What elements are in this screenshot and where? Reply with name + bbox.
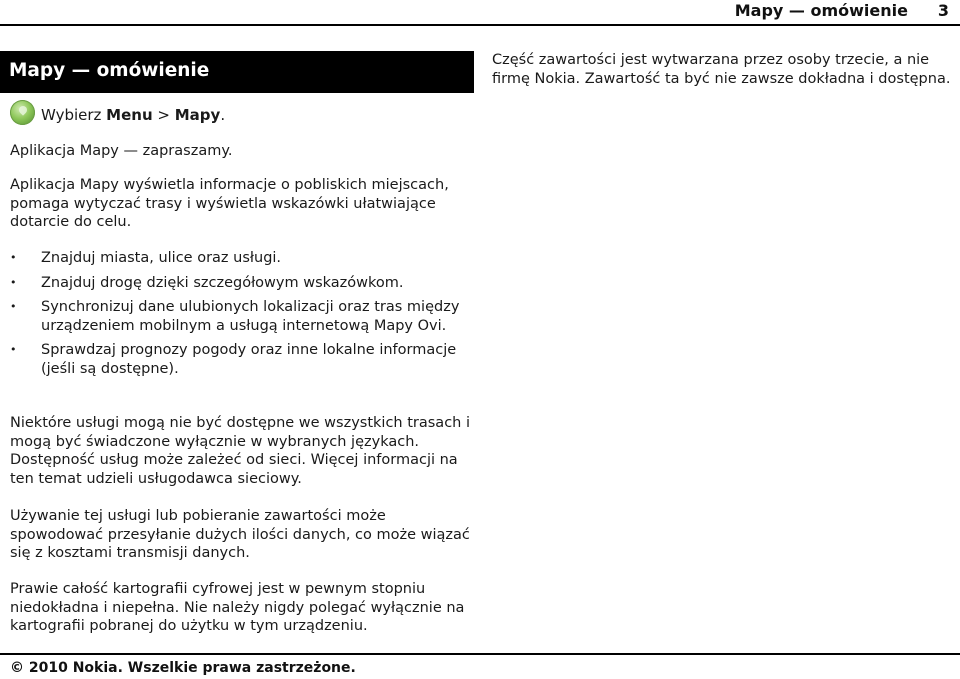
feature-list-item: • Znajduj miasta, ulice oraz usługi. bbox=[10, 249, 470, 268]
menu-label: Menu bbox=[106, 106, 153, 124]
page-footer bbox=[0, 653, 960, 679]
copyright-text: © 2010 Nokia. Wszelkie prawa zastrzeżone. bbox=[10, 660, 356, 676]
feature-list-item: • Znajduj drogę dzięki szczegółowym wskazówkom. bbox=[10, 274, 470, 293]
menu-path-separator: > bbox=[152, 106, 175, 124]
feature-list-item: • Sprawdzaj prognozy pogody oraz inne lokalne informacje (jeśli są dostępne). bbox=[10, 341, 470, 378]
feature-list-item: • Synchronizuj dane ulubionych lokalizacji oraz tras między urządzeniem mobilnym a usługą internetową Mapy Ovi. bbox=[10, 298, 470, 335]
running-header-title: Mapy — omówienie bbox=[734, 1, 908, 20]
menu-path-text bbox=[41, 106, 225, 124]
menu-path-suffix: . bbox=[220, 106, 226, 124]
intro-paragraph: Aplikacja Mapy wyświetla informacje o pobliskich miejscach, pomaga wytyczać trasy i wyświetla wskazówki ułatwiające dotarcie do celu. bbox=[10, 177, 449, 230]
maps-app-icon bbox=[10, 100, 35, 125]
welcome-paragraph: Aplikacja Mapy — zapraszamy. bbox=[10, 143, 233, 159]
section-heading: Mapy — omówienie bbox=[0, 51, 474, 93]
menu-path-prefix: Wybierz bbox=[41, 106, 107, 124]
page-number: 3 bbox=[937, 1, 949, 20]
third-party-note: Część zawartości jest wytwarzana przez osoby trzecie, a nie firmę Nokia. Zawartość ta być nie zawsze dokładna i dostępna. bbox=[492, 52, 951, 87]
maps-label: Mapy bbox=[174, 106, 221, 124]
left-column bbox=[0, 51, 474, 137]
data-cost-paragraph: Używanie tej usługi lub pobieranie zawartości może spowodować przesyłanie dużych ilości danych, co może wiązać się z kosztami transmisji danych. bbox=[10, 508, 470, 561]
running-header bbox=[0, 0, 960, 26]
accuracy-paragraph: Prawie całość kartografii cyfrowej jest w pewnym stopniu niedokładna i niepełna. Nie należy nigdy polegać wyłącznie na kartografii pobranej do użytku w tym urządzeniu. bbox=[10, 581, 465, 634]
menu-path-instruction bbox=[0, 95, 474, 137]
services-paragraph: Niektóre usługi mogą nie być dostępne we wszystkich trasach i mogą być świadczone wyłącznie w wybranych językach. Dostępność usług może zależeć od sieci. Więcej informacji na ten temat udzieli usługodawca sieciowy. bbox=[10, 415, 470, 487]
feature-list bbox=[10, 249, 470, 384]
